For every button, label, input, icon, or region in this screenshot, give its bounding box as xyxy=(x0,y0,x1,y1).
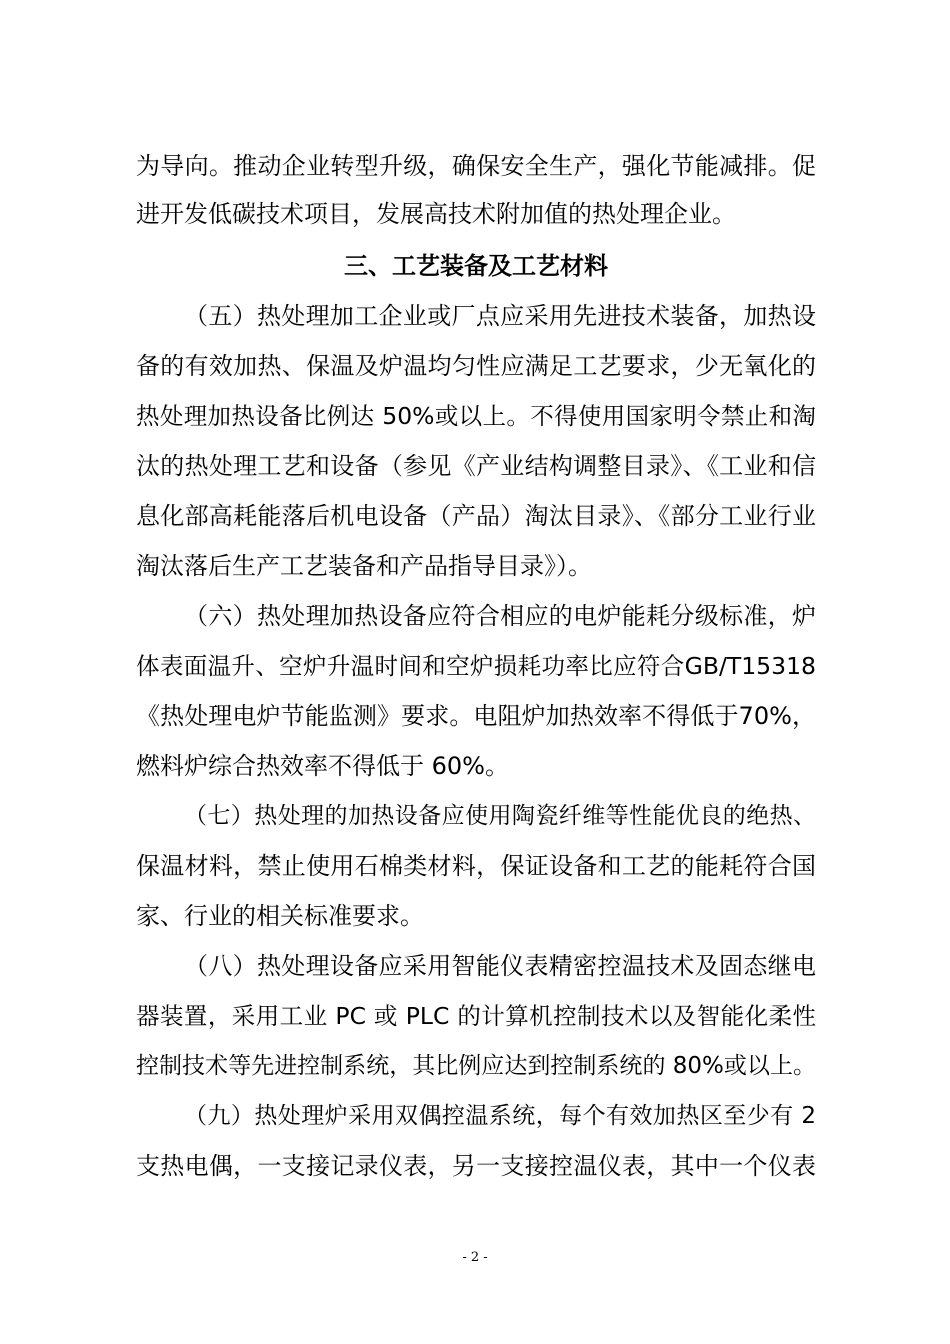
clause-5-line-3: 热处理加热设备比例达 50%或以上。不得使用国家明令禁止和淘 xyxy=(136,402,816,430)
clause-9-line-1: （九）热处理炉采用双偶控温系统，每个有效加热区至少有 2 xyxy=(184,1103,816,1129)
clause-6-line-2: 体表面温升、空炉升温时间和空炉损耗功率比应符合GB/T15318 xyxy=(136,652,816,680)
clause-7-line-3: 家、行业的相关标准要求。 xyxy=(136,902,424,930)
clause-8-line-1: （八）热处理设备应采用智能仪表精密控温技术及固态继电 xyxy=(184,952,816,980)
section-heading: 三、工艺装备及工艺材料 xyxy=(344,252,608,280)
clause-7-line-2: 保温材料，禁止使用石棉类材料，保证设备和工艺的能耗符合国 xyxy=(136,852,816,880)
clause-5-line-2: 备的有效加热、保温及炉温均匀性应满足工艺要求，少无氧化的 xyxy=(136,352,816,380)
intro-line-1: 为导向。推动企业转型升级，确保安全生产，强化节能减排。促 xyxy=(136,152,816,180)
clause-6-line-1: （六）热处理加热设备应符合相应的电炉能耗分级标准，炉 xyxy=(184,602,816,630)
clause-5-line-5: 息化部高耗能落后机电设备（产品）淘汰目录》、《部分工业行业 xyxy=(136,502,816,530)
clause-8-line-3: 控制技术等先进控制系统，其比例应达到控制系统的 80%或以上。 xyxy=(136,1053,816,1079)
clause-5-line-4: 汰的热处理工艺和设备（参见《产业结构调整目录》、《工业和信 xyxy=(136,452,816,480)
clause-5-line-1: （五）热处理加工企业或厂点应采用先进技术装备，加热设 xyxy=(184,302,816,330)
intro-line-2: 进开发低碳技术项目，发展高技术附加值的热处理企业。 xyxy=(136,200,736,228)
clause-6-line-4: 燃料炉综合热效率不得低于 60%。 xyxy=(136,752,509,780)
page-number: - 2 - xyxy=(462,1250,488,1265)
clause-6-line-3: 《热处理电炉节能监测》要求。电阻炉加热效率不得低于70%， xyxy=(136,702,816,730)
clause-7-line-1: （七）热处理的加热设备应使用陶瓷纤维等性能优良的绝热、 xyxy=(184,803,816,829)
clause-8-line-2: 器装置，采用工业 PC 或 PLC 的计算机控制技术以及智能化柔性 xyxy=(136,1002,816,1030)
clause-5-line-6: 淘汰落后生产工艺装备和产品指导目录》）。 xyxy=(136,552,592,580)
clause-9-line-2: 支热电偶，一支接记录仪表，另一支接控温仪表，其中一个仪表 xyxy=(136,1152,816,1180)
